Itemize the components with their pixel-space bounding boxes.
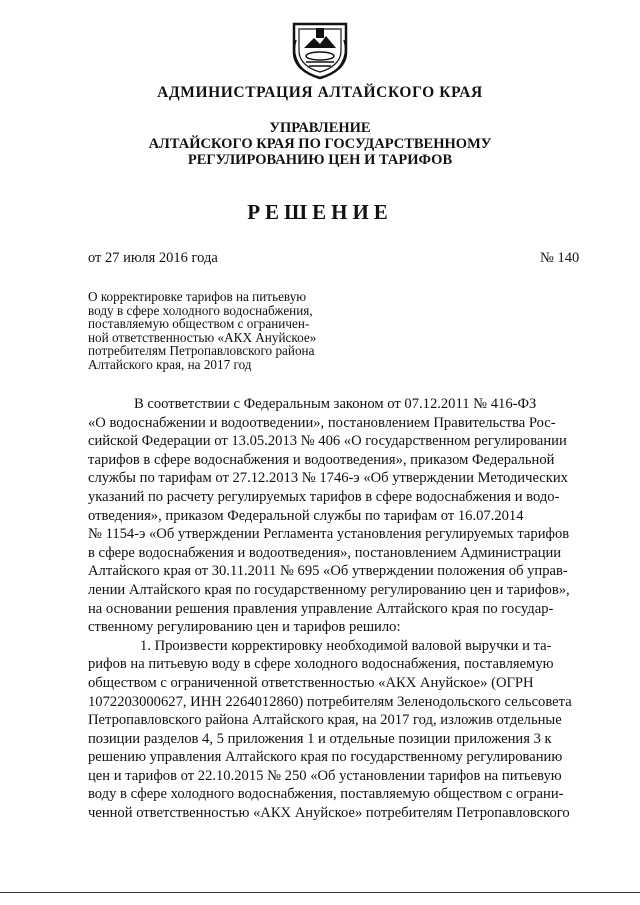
subject-line: О корректировке тарифов на питьевую xyxy=(88,289,307,304)
body-line: цен и тарифов от 22.10.2015 № 250 «Об установлении тарифов на питьевую xyxy=(88,767,562,784)
body-line: 1. Произвести корректировку необходимой валовой выручки и та- xyxy=(140,637,552,654)
body-line: рифов на питьевую воду в сфере холодного водоснабжения, поставляемую xyxy=(88,656,554,673)
body-line: «О водоснабжении и водоотведении», постановлением Правительства Рос- xyxy=(88,414,556,431)
subject-line: потребителям Петропавловского района xyxy=(88,343,315,359)
body-line: В соответствии с Федеральным законом от 07.12.2011 № 416-ФЗ xyxy=(134,396,537,412)
subject-line: ной ответственностью «АКХ Ануйское» xyxy=(88,329,317,345)
department-name xyxy=(0,120,640,168)
body-line: ственному регулированию цен и тарифов решило: xyxy=(88,619,401,636)
subject-line: воду в сфере холодного водоснабжения, xyxy=(88,302,313,318)
document-type-title: РЕШЕНИЕ xyxy=(247,200,393,224)
body-line: в сфере водоснабжения и водоотведения», постановлением Администрации xyxy=(88,544,562,561)
subject-line: поставляемую обществом с ограничен- xyxy=(88,316,310,332)
subject-line: Алтайского края, на 2017 год xyxy=(88,356,252,372)
body-line: Алтайского края от 30.11.2011 № 695 «Об утверждении положения об управ- xyxy=(88,563,568,580)
document-subject xyxy=(88,290,363,372)
body-line: ченной ответственностью «АКХ Ануйское» потребителям Петропавловского xyxy=(88,805,570,822)
body-line: Петропавловского района Алтайского края, на 2017 год, изложив отдельные xyxy=(88,712,562,729)
body-line: сийской Федерации от 13.05.2013 № 406 «О государственном регулировании xyxy=(88,433,567,450)
body-line: лении Алтайского края по государственному регулированию цен и тарифов», xyxy=(88,581,570,598)
body-line: 1072203000627, ИНН 2264012860) потребителям Зеленодольского сельсовета xyxy=(88,693,572,710)
body-line: № 1154-э «Об утверждении Регламента установления регулируемых тарифов xyxy=(88,526,570,543)
body-line: воду в сфере холодного водоснабжения, поставляемую обществом с ограни- xyxy=(88,786,564,803)
document-number: № 140 xyxy=(540,250,580,266)
department-line: АЛТАЙСКОГО КРАЯ ПО ГОСУДАРСТВЕННОМУ xyxy=(148,136,492,152)
body-line: на основании решения правления управление Алтайского края по государ- xyxy=(88,600,554,617)
body-line: тарифов в сфере водоснабжения и водоотведения», приказом Федеральной xyxy=(88,451,555,468)
body-line: отведения», приказом Федеральной службы по тарифам от 16.07.2014 xyxy=(88,507,524,524)
document-body xyxy=(88,395,596,823)
department-line: УПРАВЛЕНИЕ xyxy=(269,120,371,136)
coat-of-arms-icon xyxy=(290,18,350,80)
department-line: РЕГУЛИРОВАНИЮ ЦЕН И ТАРИФОВ xyxy=(187,152,453,168)
body-line: обществом с ограниченной ответственностью «АКХ Ануйское» (ОГРН xyxy=(88,674,534,691)
body-line: службы по тарифам от 27.12.2013 № 1746-э «Об утверждении Методических xyxy=(88,470,568,487)
organization-title: АДМИНИСТРАЦИЯ АЛТАЙСКОГО КРАЯ xyxy=(157,84,483,101)
body-line: решению управления Алтайского края по государственному регулированию xyxy=(88,749,563,766)
body-line: указаний по расчету регулируемых тарифов в сфере водоснабжения и водо- xyxy=(88,488,560,505)
page-bottom-divider xyxy=(0,892,640,893)
document-date: от 27 июля 2016 года xyxy=(88,250,218,266)
body-line: позиции разделов 4, 5 приложения 1 и отдельные позиции приложения 3 к xyxy=(88,730,552,747)
